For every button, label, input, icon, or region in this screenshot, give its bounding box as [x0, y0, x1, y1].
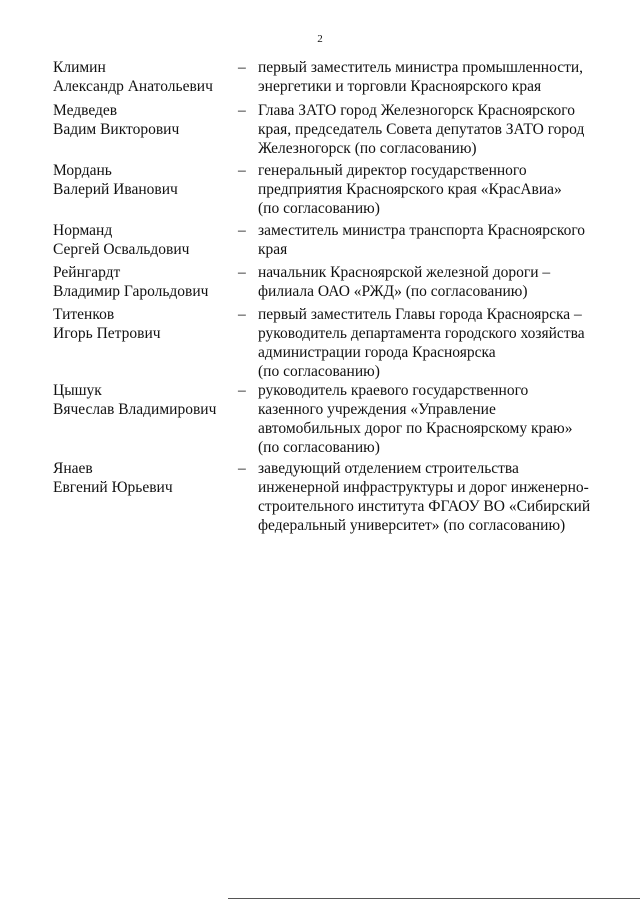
member-given-names: Вячеслав Владимирович — [53, 401, 217, 418]
member-surname: Цышук — [53, 382, 102, 399]
role-line: края — [258, 241, 288, 258]
role-line: предприятия Красноярского края «КрасАвиа» — [258, 181, 562, 198]
member-given-names: Владимир Гарольдович — [53, 283, 209, 300]
member-surname: Медведев — [53, 102, 118, 119]
member-surname: Рейнгардт — [53, 264, 121, 281]
member-role — [258, 221, 603, 259]
role-line: строительного института ФГАОУ ВО «Сибирский — [258, 498, 591, 515]
member-given-names: Евгений Юрьевич — [53, 479, 173, 496]
member-role — [258, 263, 603, 301]
dash-separator: – — [238, 460, 246, 477]
role-line: (по согласованию) — [258, 439, 380, 456]
member-given-names: Вадим Викторович — [53, 121, 180, 138]
role-line: первый заместитель Главы города Красноярска – — [258, 306, 582, 323]
dash-separator: – — [238, 264, 246, 281]
member-name — [53, 263, 233, 301]
role-line: администрации города Красноярска — [258, 344, 496, 361]
member-given-names: Сергей Освальдович — [53, 241, 190, 258]
role-line: филиала ОАО «РЖД» (по согласованию) — [258, 283, 528, 300]
role-line: федеральный университет» (по согласованию) — [258, 517, 566, 534]
role-line: заместитель министра транспорта Красноярского — [258, 222, 586, 239]
role-line: генеральный директор государственного — [258, 162, 527, 179]
member-role — [258, 459, 603, 535]
member-name — [53, 305, 233, 343]
dash-separator: – — [238, 162, 246, 179]
role-line: (по согласованию) — [258, 200, 380, 217]
role-line: (по согласованию) — [258, 363, 380, 380]
member-surname: Климин — [53, 59, 106, 76]
dash-separator: – — [238, 59, 246, 76]
member-given-names: Игорь Петрович — [53, 325, 161, 342]
role-line: начальник Красноярской железной дороги – — [258, 264, 551, 281]
member-given-names: Валерий Иванович — [53, 181, 178, 198]
dash-separator: – — [238, 382, 246, 399]
role-line: заведующий отделением строительства — [258, 460, 519, 477]
member-surname: Янаев — [53, 460, 93, 477]
role-line: края, председатель Совета депутатов ЗАТО город — [258, 121, 585, 138]
role-line: первый заместитель министра промышленности, — [258, 59, 584, 76]
footer-rule — [228, 898, 640, 899]
member-name — [53, 161, 233, 199]
role-line: Глава ЗАТО город Железногорск Красноярского — [258, 102, 576, 119]
member-surname: Мордань — [53, 162, 112, 179]
member-role — [258, 381, 603, 457]
page-number: 2 — [317, 33, 323, 45]
dash-separator: – — [238, 102, 246, 119]
member-role — [258, 58, 603, 96]
member-surname: Титенков — [53, 306, 115, 323]
member-given-names: Александр Анатольевич — [53, 78, 213, 95]
role-line: инженерной инфраструктуры и дорог инженерно- — [258, 479, 589, 496]
dash-separator: – — [238, 306, 246, 323]
role-line: казенного учреждения «Управление — [258, 401, 496, 418]
member-role — [258, 305, 603, 381]
member-role — [258, 101, 603, 158]
member-surname: Норманд — [53, 222, 113, 239]
member-name — [53, 58, 233, 96]
member-name — [53, 381, 233, 419]
member-name — [53, 221, 233, 259]
role-line: руководитель краевого государственного — [258, 382, 529, 399]
member-role — [258, 161, 603, 218]
role-line: энергетики и торговли Красноярского края — [258, 78, 542, 95]
member-name — [53, 459, 233, 497]
role-line: автомобильных дорог по Красноярскому краю» — [258, 420, 573, 437]
member-name — [53, 101, 233, 139]
role-line: руководитель департамента городского хозяйства — [258, 325, 585, 342]
role-line: Железногорск (по согласованию) — [258, 140, 477, 157]
dash-separator: – — [238, 222, 246, 239]
